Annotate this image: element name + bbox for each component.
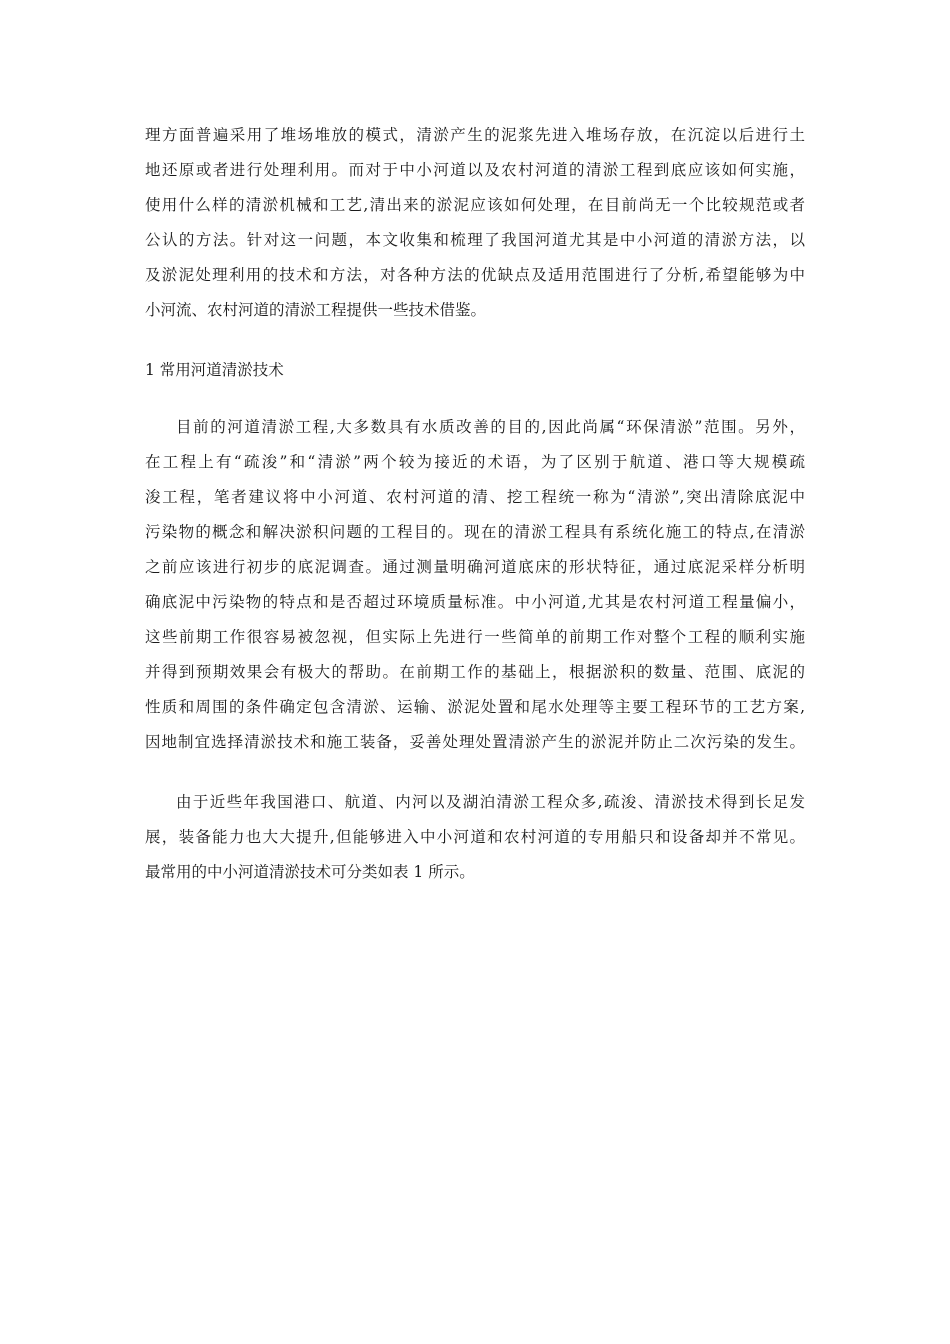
paragraph-line: 这些前期工作很容易被忽视，但实际上先进行一些简单的前期工作对整个工程的顺利实施 xyxy=(145,628,805,646)
section-heading-text: 1 常用河道清淤技术 xyxy=(145,361,284,379)
paragraph-line: 使用什么样的清淤机械和工艺,清出来的淤泥应该如何处理，在目前尚无一个比较规范或者 xyxy=(145,196,805,214)
section-heading xyxy=(145,353,805,388)
paragraph-line: 小河流、农村河道的清淤工程提供一些技术借鉴。 xyxy=(145,301,487,319)
paragraph-line: 在工程上有“疏浚”和“清淤”两个较为接近的术语，为了区别于航道、港口等大规模疏 xyxy=(145,453,805,471)
paragraph-continuation xyxy=(145,118,805,328)
paragraph-line: 性质和周围的条件确定包含清淤、运输、淤泥处置和尾水处理等主要工程环节的工艺方案, xyxy=(145,698,805,716)
paragraph-line: 展，装备能力也大大提升,但能够进入中小河道和农村河道的专用船只和设备却并不常见。 xyxy=(145,828,805,846)
paragraph-line: 并得到预期效果会有极大的帮助。在前期工作的基础上，根据淤积的数量、范围、底泥的 xyxy=(145,663,805,681)
paragraph-line: 最常用的中小河道清淤技术可分类如表 1 所示。 xyxy=(145,863,475,881)
paragraph-line: 确底泥中污染物的特点和是否超过环境质量标准。中小河道,尤其是农村河道工程量偏小， xyxy=(145,593,805,611)
paragraph-line: 目前的河道清淤工程,大多数具有水质改善的目的,因此尚属“环保清淤”范围。另外， xyxy=(176,418,805,436)
paragraph-equipment xyxy=(145,785,805,890)
paragraph-line: 浚工程，笔者建议将中小河道、农村河道的清、挖工程统一称为“清淤”,突出清除底泥中 xyxy=(145,488,805,506)
paragraph-line: 污染物的概念和解决淤积问题的工程目的。现在的清淤工程具有系统化施工的特点,在清淤 xyxy=(145,523,805,541)
paragraph-line: 及淤泥处理利用的技术和方法，对各种方法的优缺点及适用范围进行了分析,希望能够为中 xyxy=(145,266,805,284)
paragraph-line: 之前应该进行初步的底泥调查。通过测量明确河道底床的形状特征，通过底泥采样分析明 xyxy=(145,558,805,576)
paragraph-line: 地还原或者进行处理利用。而对于中小河道以及农村河道的清淤工程到底应该如何实施， xyxy=(145,161,805,179)
paragraph-line: 公认的方法。针对这一问题，本文收集和梳理了我国河道尤其是中小河道的清淤方法，以 xyxy=(145,231,805,249)
paragraph-line: 因地制宜选择清淤技术和施工装备，妥善处理处置清淤产生的淤泥并防止二次污染的发生。 xyxy=(145,733,805,751)
paragraph-clearing-techniques xyxy=(145,410,805,760)
paragraph-line: 理方面普遍采用了堆场堆放的模式，清淤产生的泥浆先进入堆场存放，在沉淀以后进行土 xyxy=(145,126,805,144)
paragraph-line: 由于近些年我国港口、航道、内河以及湖泊清淤工程众多,疏浚、清淤技术得到长足发 xyxy=(176,793,805,811)
